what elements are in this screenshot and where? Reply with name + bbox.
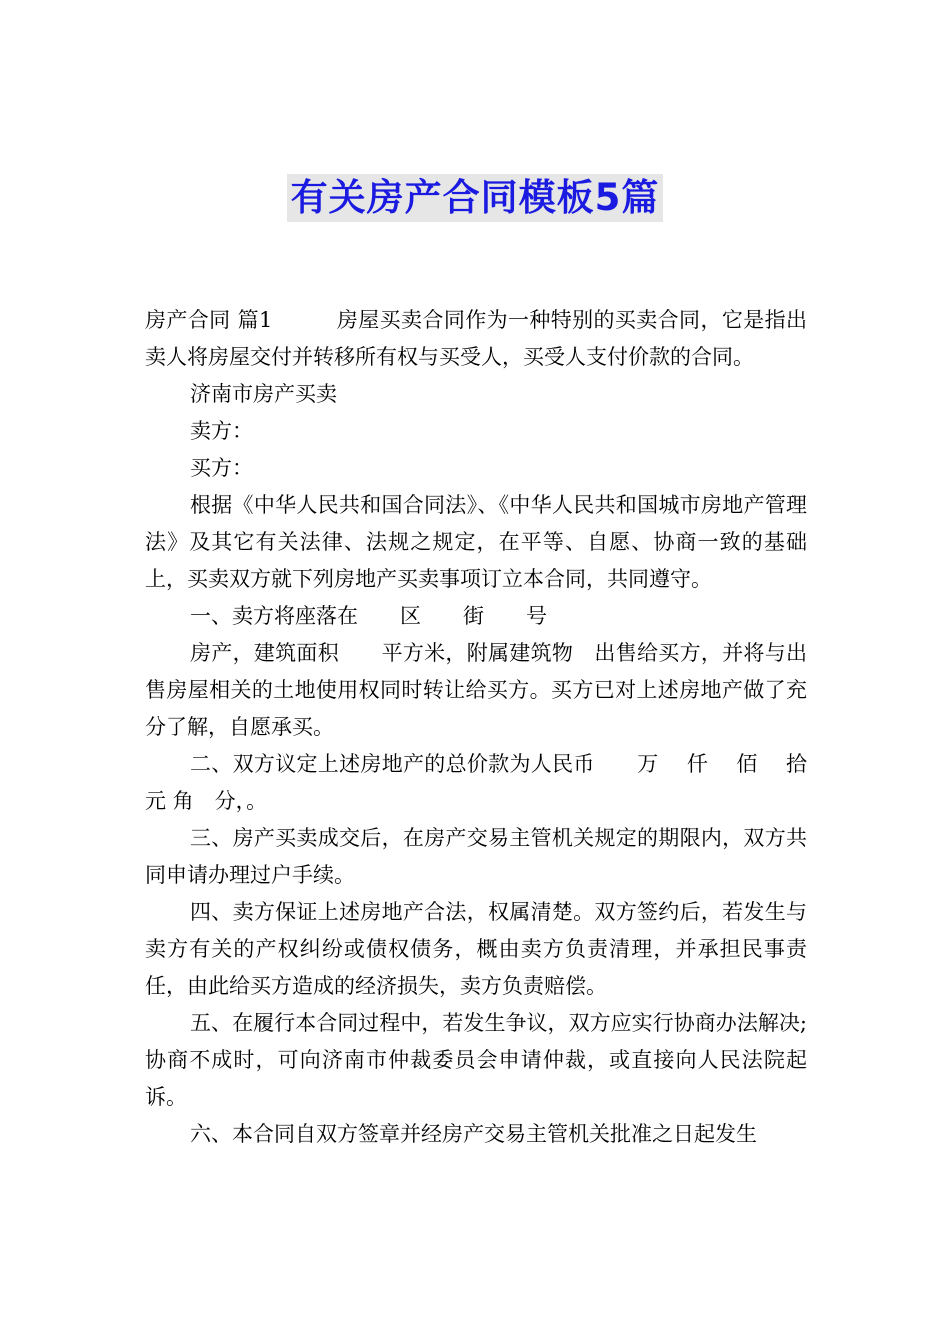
- intro-paragraph: 房产合同 篇1 房屋买卖合同作为一种特别的买卖合同，它是指出卖人将房屋交付并转移所有权与买受人，买受人支付价款的合同。: [145, 308, 807, 369]
- clause-2-price: 二、双方议定上述房地产的总价款为人民币 万 仟 佰 拾元 角 分，。: [145, 752, 807, 813]
- basis-paragraph: 根据《中华人民共和国合同法》、《中华人民共和国城市房地产管理法》及其它有关法律、法规之规定，在平等、自愿、协商一致的基础上，买卖双方就下列房地产买卖事项订立本合同，共同遵守。: [145, 493, 807, 591]
- clause-4-guarantee: 四、卖方保证上述房地产合法，权属清楚。双方签约后，若发生与卖方有关的产权纠纷或债权债务，概由卖方负责清理，并承担民事责任，由此给买方造成的经济损失，卖方负责赔偿。: [145, 900, 807, 998]
- clause-6-effect: 六、本合同自双方签章并经房产交易主管机关批准之日起发生: [190, 1122, 757, 1146]
- clause-5-dispute: 五、在履行本合同过程中，若发生争议，双方应实行协商办法解决;协商不成时，可向济南市仲裁委员会申请仲裁，或直接向人民法院起诉。: [145, 1011, 807, 1109]
- clause-1-property: 房产，建筑面积 平方米，附属建筑物 出售给买方，并将与出售房屋相关的土地使用权同时转让给买方。买方已对上述房地产做了充分了解，自愿承买。: [145, 641, 807, 739]
- clause-3-transfer: 三、房产买卖成交后，在房产交易主管机关规定的期限内，双方共同申请办理过户手续。: [145, 826, 807, 887]
- buyer-line: 买方：: [190, 456, 253, 480]
- seller-line: 卖方：: [190, 419, 253, 443]
- city-line: 济南市房产买卖: [190, 382, 337, 406]
- document-title: 有关房产合同模板5篇: [287, 174, 664, 222]
- document-body: [145, 302, 807, 1153]
- clause-1-location: 一、卖方将座落在 区 街 号: [190, 604, 547, 628]
- title-container: [0, 174, 950, 222]
